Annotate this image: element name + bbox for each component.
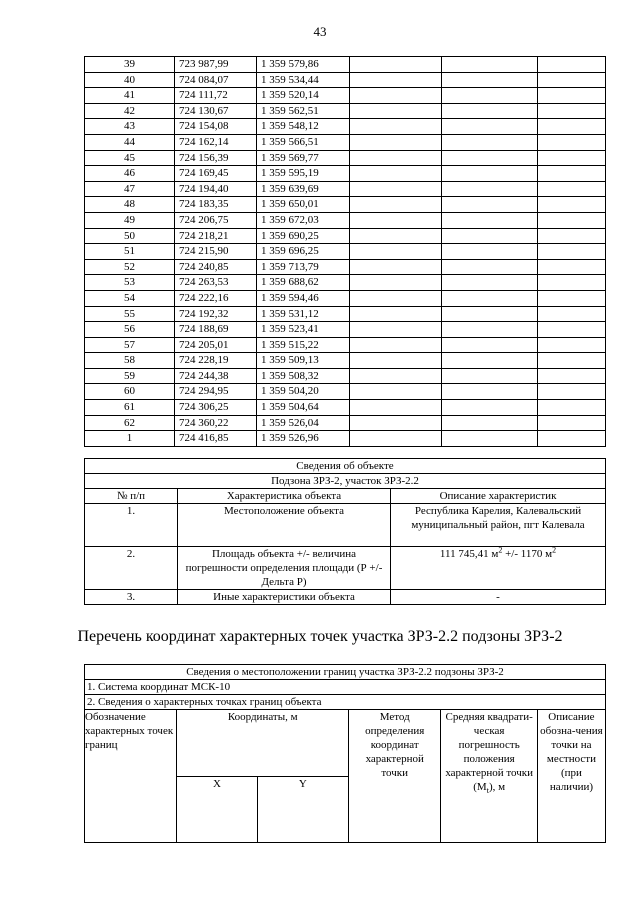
y-coordinate: 1 359 713,79 [256, 259, 349, 275]
error-cell [442, 119, 538, 135]
error-cell [442, 400, 538, 416]
coord-row [85, 134, 606, 150]
coord-row [85, 119, 606, 135]
coord-row [85, 353, 606, 369]
row2-num: 2. [85, 547, 178, 590]
point-number: 1 [85, 431, 175, 447]
method-cell [350, 119, 442, 135]
x-coordinate: 724 084,07 [175, 72, 257, 88]
method-cell [350, 353, 442, 369]
method-cell [350, 259, 442, 275]
x-coordinate: 724 205,01 [175, 337, 257, 353]
error-cell [442, 72, 538, 88]
method-cell [350, 212, 442, 228]
y-coordinate: 1 359 526,04 [256, 415, 349, 431]
boundary-table [84, 664, 606, 843]
error-cell [442, 384, 538, 400]
y-coordinate: 1 359 566,51 [256, 134, 349, 150]
y-coordinate: 1 359 579,86 [256, 57, 349, 73]
row3-name: Иные характеристики объекта [178, 590, 391, 605]
description-cell [538, 181, 606, 197]
coord-row [85, 290, 606, 306]
description-cell [538, 384, 606, 400]
y-coordinate: 1 359 569,77 [256, 150, 349, 166]
point-number: 46 [85, 166, 175, 182]
error-cell [442, 259, 538, 275]
coord-row [85, 431, 606, 447]
point-number: 49 [85, 212, 175, 228]
description-cell [538, 353, 606, 369]
point-number: 44 [85, 134, 175, 150]
y-coordinate: 1 359 515,22 [256, 337, 349, 353]
col-error-end: ), м [488, 781, 506, 793]
x-coordinate: 724 228,19 [175, 353, 257, 369]
coord-row [85, 197, 606, 213]
x-coordinate: 724 240,85 [175, 259, 257, 275]
area-error: +/- 1170 м [502, 548, 553, 560]
x-coordinate: 724 294,95 [175, 384, 257, 400]
error-cell [442, 57, 538, 73]
y-coordinate: 1 359 508,32 [256, 368, 349, 384]
col-method: Метод определения координат характерной точки [349, 710, 441, 843]
y-coordinate: 1 359 696,25 [256, 244, 349, 260]
coord-row [85, 384, 606, 400]
col-coordinates: Координаты, м [177, 710, 349, 777]
y-coordinate: 1 359 504,20 [256, 384, 349, 400]
error-cell [442, 150, 538, 166]
error-cell [442, 197, 538, 213]
error-cell [442, 337, 538, 353]
method-cell [350, 88, 442, 104]
error-cell [442, 181, 538, 197]
x-coordinate: 724 183,35 [175, 197, 257, 213]
coord-row [85, 228, 606, 244]
error-cell [442, 306, 538, 322]
method-cell [350, 103, 442, 119]
description-cell [538, 150, 606, 166]
col-designation: Обозначение характерных точек границ [85, 710, 177, 843]
description-cell [538, 368, 606, 384]
point-number: 40 [85, 72, 175, 88]
coord-row [85, 244, 606, 260]
y-coordinate: 1 359 504,64 [256, 400, 349, 416]
method-cell [350, 197, 442, 213]
method-cell [350, 431, 442, 447]
area-unit-sup: 2 [498, 545, 503, 555]
method-cell [350, 384, 442, 400]
description-cell [538, 244, 606, 260]
method-cell [350, 228, 442, 244]
col-error-text: Средняя квадрати-ческая погрешность положения характерной точки (M [445, 711, 533, 793]
x-coordinate: 724 306,25 [175, 400, 257, 416]
description-cell [538, 228, 606, 244]
x-coordinate: 724 130,67 [175, 103, 257, 119]
description-cell [538, 197, 606, 213]
error-cell [442, 134, 538, 150]
coord-row [85, 166, 606, 182]
y-coordinate: 1 359 672,03 [256, 212, 349, 228]
x-coordinate: 724 222,16 [175, 290, 257, 306]
y-coordinate: 1 359 688,62 [256, 275, 349, 291]
point-number: 41 [85, 88, 175, 104]
point-number: 45 [85, 150, 175, 166]
x-coordinate: 724 215,90 [175, 244, 257, 260]
y-coordinate: 1 359 690,25 [256, 228, 349, 244]
coordinates-table [84, 56, 606, 447]
col-error-sub: t [486, 786, 489, 796]
description-cell [538, 431, 606, 447]
row3-desc: - [391, 590, 606, 605]
point-number: 51 [85, 244, 175, 260]
row2-name: Площадь объекта +/- величина погрешности определения площади (Р +/- Дельта Р) [178, 547, 391, 590]
row1-num: 1. [85, 504, 178, 547]
error-cell [442, 212, 538, 228]
coord-row [85, 306, 606, 322]
point-number: 61 [85, 400, 175, 416]
coord-row [85, 57, 606, 73]
header-characteristic: Характеристика объекта [178, 489, 391, 504]
row3-num: 3. [85, 590, 178, 605]
x-coordinate: 724 154,08 [175, 119, 257, 135]
x-coordinate: 724 188,69 [175, 322, 257, 338]
points-title: 2. Сведения о характерных точках границ объекта [85, 695, 606, 710]
point-number: 48 [85, 197, 175, 213]
object-info-subtitle: Подзона ЗРЗ-2, участок ЗРЗ-2.2 [85, 474, 606, 489]
coord-row [85, 181, 606, 197]
error-cell [442, 275, 538, 291]
coordinate-system: 1. Система координат МСК-10 [85, 680, 606, 695]
method-cell [350, 72, 442, 88]
coord-row [85, 337, 606, 353]
error-cell [442, 103, 538, 119]
x-coordinate: 724 169,45 [175, 166, 257, 182]
point-number: 60 [85, 384, 175, 400]
method-cell [350, 322, 442, 338]
y-coordinate: 1 359 595,19 [256, 166, 349, 182]
method-cell [350, 368, 442, 384]
coord-row [85, 212, 606, 228]
point-number: 59 [85, 368, 175, 384]
point-number: 62 [85, 415, 175, 431]
y-coordinate: 1 359 520,14 [256, 88, 349, 104]
method-cell [350, 134, 442, 150]
description-cell [538, 103, 606, 119]
point-number: 42 [85, 103, 175, 119]
x-coordinate: 724 162,14 [175, 134, 257, 150]
point-number: 50 [85, 228, 175, 244]
x-coordinate: 724 263,53 [175, 275, 257, 291]
description-cell [538, 57, 606, 73]
col-error [441, 710, 537, 843]
description-cell [538, 322, 606, 338]
error-cell [442, 322, 538, 338]
description-cell [538, 72, 606, 88]
coord-row [85, 415, 606, 431]
area-value: 111 745,41 м [439, 548, 499, 560]
object-info-title: Сведения об объекте [85, 459, 606, 474]
point-number: 57 [85, 337, 175, 353]
error-cell [442, 368, 538, 384]
x-coordinate: 724 416,85 [175, 431, 257, 447]
point-number: 47 [85, 181, 175, 197]
coord-row [85, 72, 606, 88]
description-cell [538, 134, 606, 150]
point-number: 56 [85, 322, 175, 338]
x-coordinate: 724 192,32 [175, 306, 257, 322]
coord-row [85, 259, 606, 275]
coord-row [85, 103, 606, 119]
y-coordinate: 1 359 594,46 [256, 290, 349, 306]
coord-row [85, 88, 606, 104]
method-cell [350, 290, 442, 306]
row2-desc [391, 547, 606, 590]
description-cell [538, 88, 606, 104]
error-cell [442, 244, 538, 260]
col-y: Y [257, 776, 348, 843]
page-number: 43 [313, 24, 327, 39]
x-coordinate: 724 244,38 [175, 368, 257, 384]
x-coordinate: 724 111,72 [175, 88, 257, 104]
col-description: Описание обозна-чения точки на местности (при наличии) [537, 710, 605, 843]
point-number: 52 [85, 259, 175, 275]
description-cell [538, 306, 606, 322]
method-cell [350, 415, 442, 431]
y-coordinate: 1 359 523,41 [256, 322, 349, 338]
error-cell [442, 415, 538, 431]
point-number: 54 [85, 290, 175, 306]
y-coordinate: 1 359 650,01 [256, 197, 349, 213]
coord-row [85, 150, 606, 166]
x-coordinate: 724 194,40 [175, 181, 257, 197]
header-num: № п/п [85, 489, 178, 504]
x-coordinate: 724 360,22 [175, 415, 257, 431]
row1-name: Местоположение объекта [178, 504, 391, 547]
error-unit-sup: 2 [552, 545, 557, 555]
method-cell [350, 244, 442, 260]
description-cell [538, 290, 606, 306]
y-coordinate: 1 359 509,13 [256, 353, 349, 369]
description-cell [538, 275, 606, 291]
error-cell [442, 353, 538, 369]
coord-row [85, 400, 606, 416]
row1-desc: Республика Карелия, Калевальский муниципальный район, пгт Калевала [391, 504, 606, 547]
y-coordinate: 1 359 562,51 [256, 103, 349, 119]
x-coordinate: 723 987,99 [175, 57, 257, 73]
error-cell [442, 88, 538, 104]
description-cell [538, 119, 606, 135]
description-cell [538, 212, 606, 228]
coord-row [85, 368, 606, 384]
header-description: Описание характеристик [391, 489, 606, 504]
description-cell [538, 415, 606, 431]
x-coordinate: 724 156,39 [175, 150, 257, 166]
description-cell [538, 259, 606, 275]
method-cell [350, 337, 442, 353]
description-cell [538, 400, 606, 416]
point-number: 53 [85, 275, 175, 291]
y-coordinate: 1 359 526,96 [256, 431, 349, 447]
method-cell [350, 57, 442, 73]
error-cell [442, 431, 538, 447]
y-coordinate: 1 359 531,12 [256, 306, 349, 322]
point-number: 58 [85, 353, 175, 369]
method-cell [350, 275, 442, 291]
coord-row [85, 322, 606, 338]
method-cell [350, 306, 442, 322]
boundary-title: Сведения о местоположении границ участка ЗРЗ-2.2 подзоны ЗРЗ-2 [85, 665, 606, 680]
method-cell [350, 181, 442, 197]
error-cell [442, 290, 538, 306]
point-number: 39 [85, 57, 175, 73]
y-coordinate: 1 359 548,12 [256, 119, 349, 135]
method-cell [350, 150, 442, 166]
point-number: 55 [85, 306, 175, 322]
col-x: X [177, 776, 257, 843]
error-cell [442, 228, 538, 244]
coord-row [85, 275, 606, 291]
method-cell [350, 166, 442, 182]
x-coordinate: 724 206,75 [175, 212, 257, 228]
point-number: 43 [85, 119, 175, 135]
error-cell [442, 166, 538, 182]
object-info-table [84, 458, 606, 605]
section-heading: Перечень координат характерных точек участка ЗРЗ-2.2 подзоны ЗРЗ-2 [77, 628, 563, 645]
method-cell [350, 400, 442, 416]
description-cell [538, 166, 606, 182]
y-coordinate: 1 359 639,69 [256, 181, 349, 197]
y-coordinate: 1 359 534,44 [256, 72, 349, 88]
x-coordinate: 724 218,21 [175, 228, 257, 244]
description-cell [538, 337, 606, 353]
